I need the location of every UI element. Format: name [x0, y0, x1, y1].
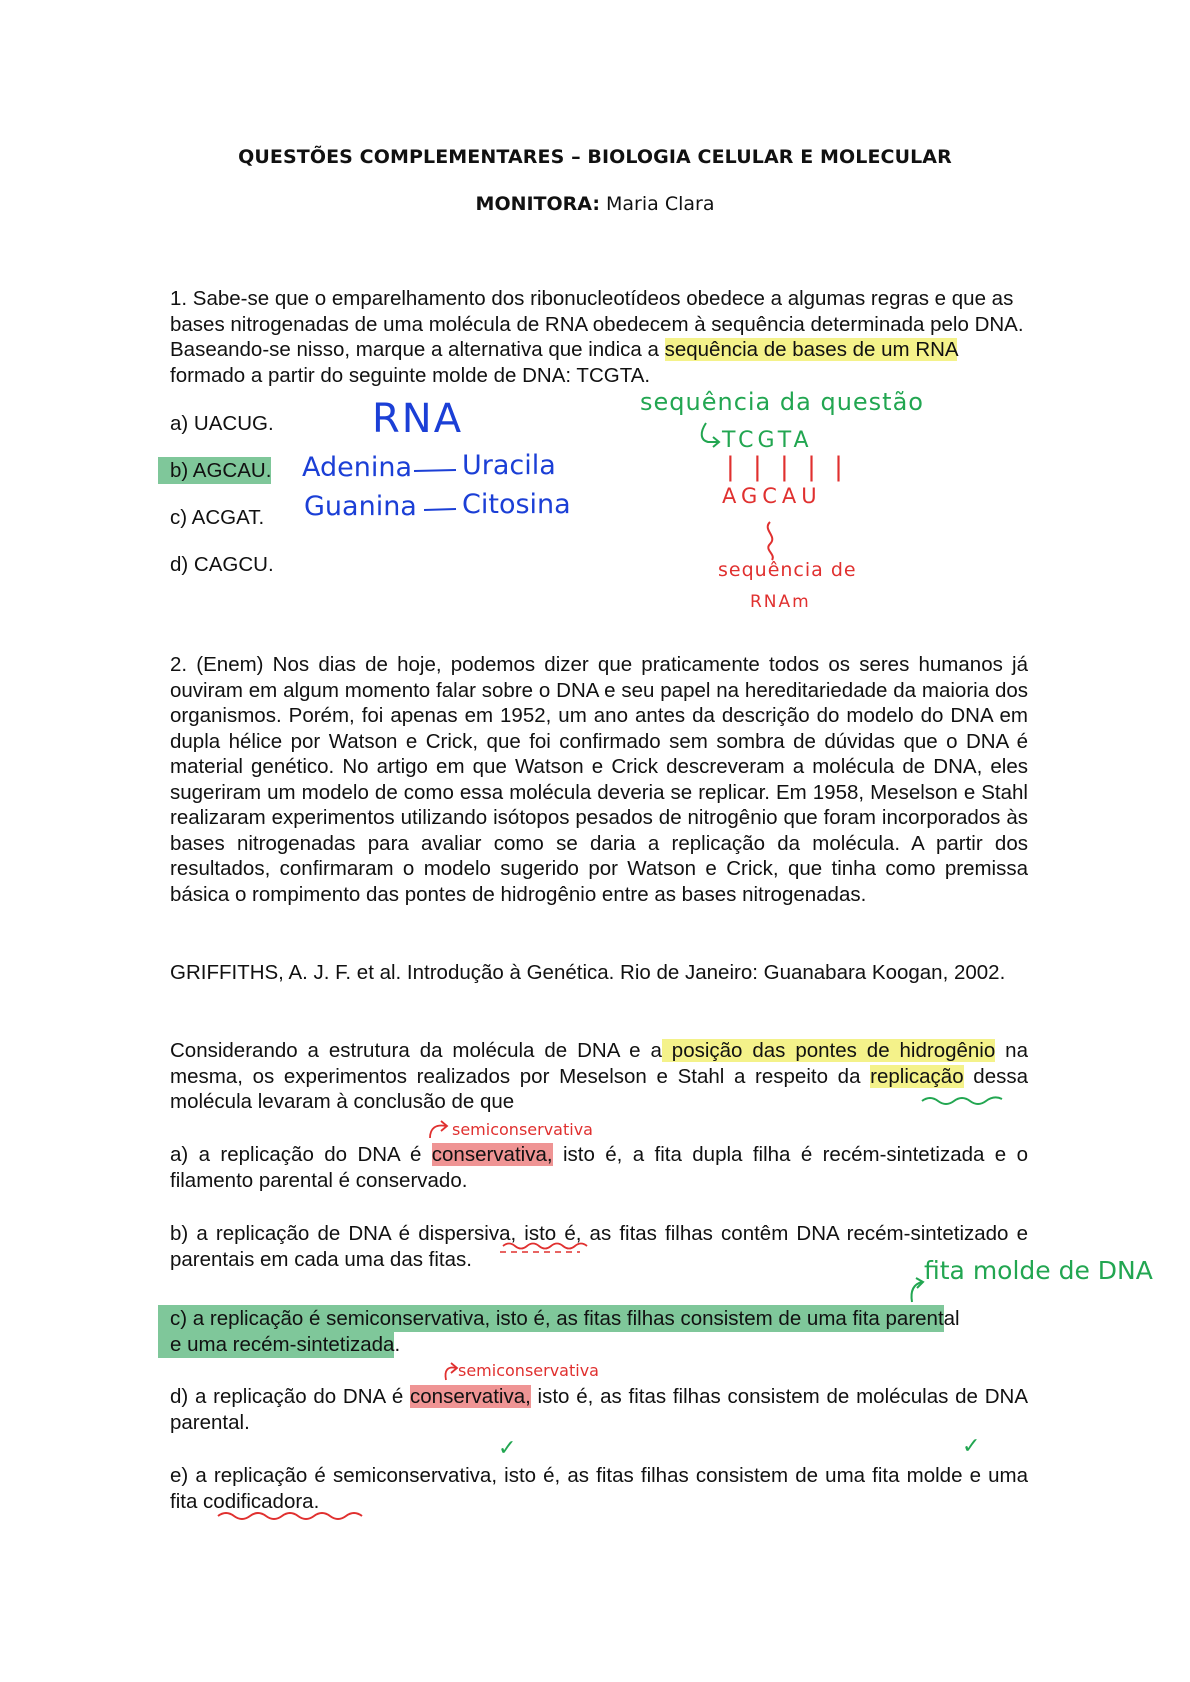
- q1-option-b-highlight: b) AGCAU.: [158, 457, 271, 484]
- note-check-1: ✓: [498, 1436, 517, 1461]
- note-links: | | | | |: [726, 452, 848, 482]
- q1-stem-highlight: sequência de bases de um RNA: [664, 338, 958, 361]
- note-product: AGCAU: [722, 484, 822, 508]
- q1-option-a: a) UACUG.: [170, 412, 274, 435]
- q2-question-highlight-1: posição das pontes de hidrogênio: [661, 1039, 996, 1062]
- monitor-name: Maria Clara: [606, 193, 715, 215]
- note-citosina: Citosina: [462, 489, 571, 520]
- q2-question-part-b: na mesma, os experimentos realizados por Meselson e Stahl a respeito da: [170, 1039, 1028, 1088]
- q1-option-d: d) CAGCU.: [170, 553, 274, 576]
- q2-stem: 2. (Enem) Nos dias de hoje, podemos dizer que praticamente todos os seres humanos já ouviram em algum momento falar sobre o DNA e seu papel na hereditariedade da maioria dos organismos. Porém, foi apenas em 1952, um ano antes da descrição do modelo do DNA em dupla hélice por Watson e Crick, que foi confirmado sem sombra de dúvidas que o DNA é material genético. No artigo em que Watson e Crick descreveram a molécula de DNA, eles sugeriram um modelo de como essa molécula deveria se replicar. Em 1958, Meselson e Stahl realizaram experimentos utilizando isótopos pesados de nitrogênio que foram incorporados às bases nitrogenadas para avaliar como se daria a replicação da molécula. A partir dos resultados, confirmaram o modelo sugerido por Watson e Crick, que tinha como premissa básica o rompimento das pontes de hidrogênio entre as bases nitrogenadas.: [170, 653, 1028, 906]
- page-title: QUESTÕES COMPLEMENTARES – BIOLOGIA CELULAR E MOLECULAR: [238, 146, 952, 168]
- q2-option-a-highlight: conservativa,: [431, 1143, 553, 1166]
- squiggle-fita-codificadora: [218, 1513, 362, 1519]
- q2-option-d-pre: d) a replicação do DNA é: [170, 1385, 411, 1408]
- squiggle-replicacao: [922, 1097, 1002, 1104]
- note-check-2: ✓: [962, 1434, 981, 1459]
- note-rnam: RNAm: [750, 592, 811, 612]
- note-seq-de: sequência de: [718, 559, 857, 581]
- note-fita-molde: fita molde de DNA: [924, 1256, 1153, 1285]
- monitor-label: MONITORA:: [475, 193, 600, 215]
- note-semiconservativa-1: semiconservativa: [452, 1120, 593, 1139]
- note-semiconservativa-2: semiconservativa: [458, 1361, 599, 1380]
- q2-question-part-c: dessa molécula levaram à conclusão de que: [170, 1064, 1028, 1113]
- note-seq-questao: sequência da questão: [640, 388, 924, 416]
- q2-option-e-pre: e) a replicação é semiconservativa, isto é, as fitas filhas consistem de uma fita molde e uma: [170, 1464, 1028, 1487]
- dash-guanina-citosina: [424, 509, 456, 510]
- q1-option-c: c) ACGAT.: [170, 506, 265, 529]
- q2-option-b-post: das fitas.: [384, 1247, 472, 1271]
- q2-option-c-highlight-2: e uma recém-sintetizada: [158, 1331, 394, 1358]
- arrow-semi-1-icon: [430, 1126, 446, 1139]
- q2-option-a-post: isto é, a fita dupla filha é recém-sintetizada e o filamento parental é conservado.: [170, 1143, 1028, 1192]
- q2-citation: GRIFFITHS, A. J. F. et al. Introdução à Genética. Rio de Janeiro: Guanabara Koogan, 2002.: [170, 961, 1006, 984]
- q2-option-e-post: .: [313, 1489, 320, 1513]
- q2-option-b-mark2: cada uma: [294, 1247, 385, 1271]
- q2-option-d-post: isto é, as fitas filhas consistem de moléculas de DNA parental.: [170, 1385, 1028, 1434]
- note-guanina: Guanina: [304, 491, 417, 522]
- note-rna: RNA: [372, 396, 464, 442]
- q2-option-a-pre: a) a replicação do DNA é: [170, 1143, 432, 1166]
- squiggle-dispersiva: [503, 1244, 587, 1249]
- q2-option-b-mark: dispersiva: [418, 1222, 511, 1245]
- q2-question-part-a: Considerando a estrutura da molécula de DNA e a: [170, 1039, 662, 1062]
- q1-stem-part-b: formado a partir do seguinte molde de DNA: TCGTA.: [170, 363, 651, 387]
- curly-brace-icon: [768, 522, 773, 560]
- q2-option-c-post1: al: [943, 1307, 960, 1330]
- q1-stem-part-a: 1. Sabe-se que o emparelhamento dos ribonucleotídeos obedece a algumas regras e que as bases nitrogenadas de uma molécula de RNA obedecem à sequência determinada pelo DNA. Baseando-se nisso, marque a alternativa que indica a: [170, 287, 1024, 361]
- q2-option-c-highlight: c) a replicação é semiconservativa, isto é, as fitas filhas consistem de uma fita parent: [158, 1305, 944, 1332]
- note-template: TCGTA: [722, 428, 813, 453]
- q2-option-b-pre: b) a replicação de DNA é: [170, 1222, 419, 1245]
- note-uracila: Uracila: [462, 450, 556, 481]
- dash-adenina-uracila: [414, 470, 456, 471]
- note-adenina: Adenina: [302, 452, 413, 483]
- q2-option-d-highlight: conservativa,: [410, 1385, 531, 1408]
- q2-option-c-post2: .: [394, 1332, 401, 1356]
- q2-question-highlight-2: replicação: [870, 1064, 964, 1088]
- q2-option-b-mid: , isto é, as fitas filhas contêm DNA recém-sintetizado e parentais em: [170, 1222, 1028, 1271]
- q2-option-e-mark: fita codificadora: [170, 1489, 314, 1513]
